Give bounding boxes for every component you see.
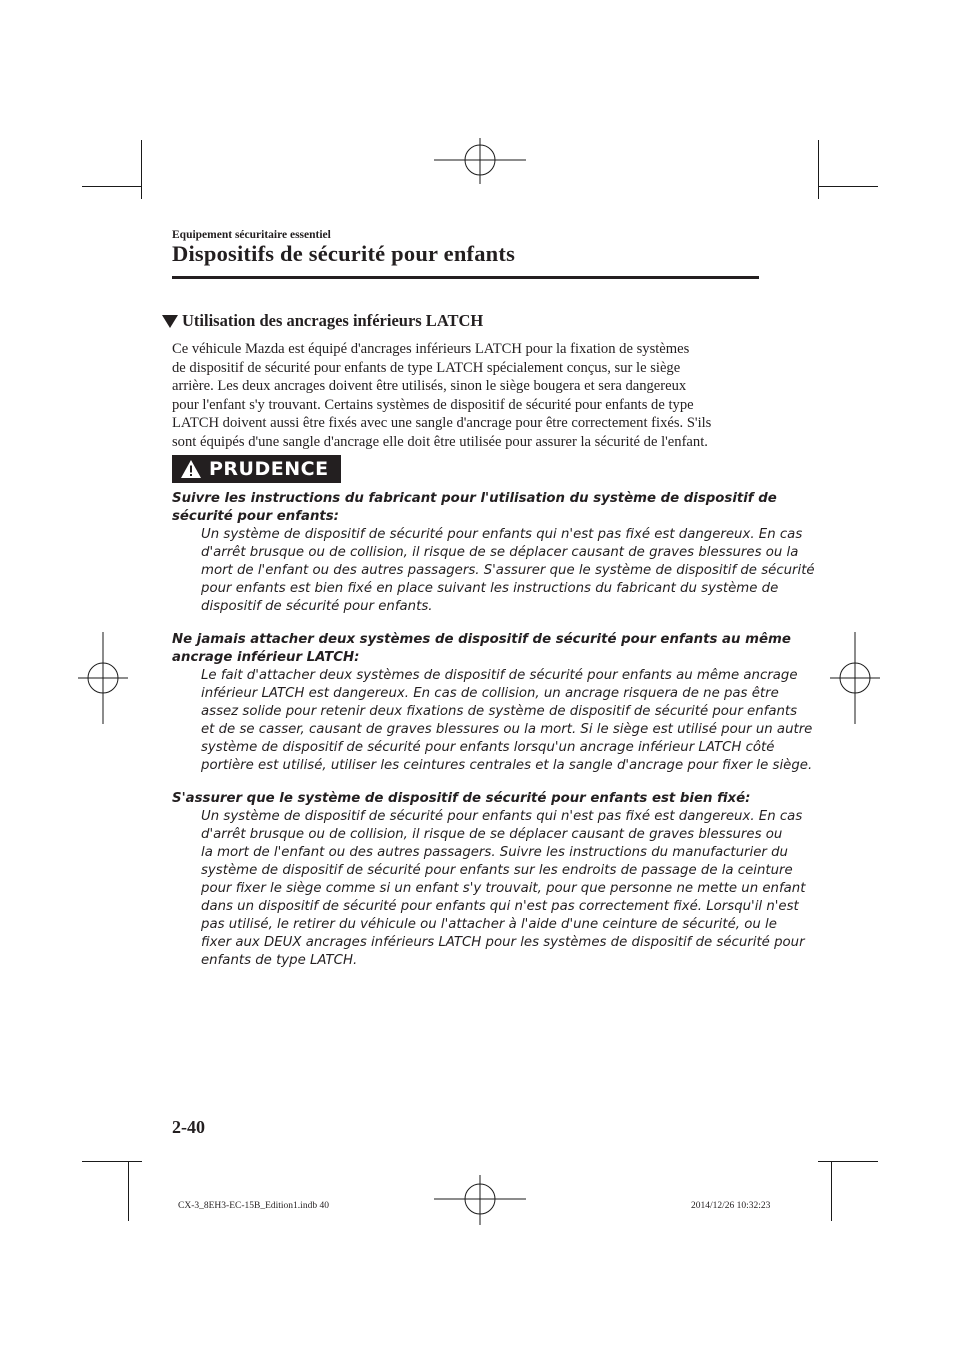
warning-heading: ancrage inférieur LATCH: bbox=[172, 650, 360, 665]
warning-block bbox=[172, 790, 806, 970]
section-label: Equipement sécuritaire essentiel bbox=[172, 229, 331, 241]
warning-body-line: pas utilisé, le retirer du véhicule ou l'attacher à l'aide d'une ceinture de sécurité, ou le bbox=[201, 917, 777, 932]
warning-body-line: et de se casser, causant de graves blessures ou la mort. Si le siège est utilisé pour un autre bbox=[201, 722, 813, 737]
warning-body-line: dispositif de sécurité pour enfants. bbox=[201, 599, 433, 614]
warning-block bbox=[172, 490, 815, 616]
intro-line: Ce véhicule Mazda est équipé d'ancrages inférieurs LATCH pour la fixation de systèmes bbox=[172, 341, 690, 357]
warning-body-line: mort de l'enfant ou des autres passagers. S'assurer que le système de dispositif de sécurité bbox=[201, 563, 815, 578]
intro-line: arrière. Les deux ancrages doivent être utilisés, sinon le siège bougera et sera dangereux bbox=[172, 378, 687, 394]
warning-heading: S'assurer que le système de dispositif de sécurité pour enfants est bien fixé: bbox=[172, 791, 751, 806]
footer-timestamp: 2014/12/26 10:32:23 bbox=[691, 1201, 771, 1211]
intro-paragraph bbox=[172, 340, 772, 451]
warning-body-line: dans un dispositif de sécurité pour enfants qui n'est pas correctement fixé. Lorsqu'il n'est bbox=[201, 899, 799, 914]
footer-file-info: CX-3_8EH3-EC-15B_Edition1.indb 40 bbox=[178, 1201, 329, 1211]
warning-body-line: la mort de l'enfant ou des autres passagers. Suivre les instructions du manufacturier du bbox=[201, 845, 788, 860]
registration-mark-top bbox=[434, 138, 526, 184]
title-divider bbox=[172, 276, 759, 279]
registration-mark-left bbox=[78, 632, 128, 724]
warning-body-line: d'arrêt brusque ou de collision, il risque de se déplacer causant de graves blessures ou la bbox=[201, 545, 799, 560]
intro-line: pour l'enfant s'y trouvant. Certains systèmes de dispositif de sécurité pour enfants de type bbox=[172, 396, 694, 413]
warning-body-line: système de dispositif de sécurité pour enfants lorsqu'un ancrage inférieur LATCH côté bbox=[201, 740, 775, 755]
warning-body-line: portière est utilisé, utiliser les ceintures centrales et la sangle d'ancrage pour fixer le siège. bbox=[201, 758, 813, 773]
warning-body-line: pour enfants est bien fixé en place suivant les instructions du fabricant du système de bbox=[201, 581, 779, 596]
triangle-bullet-icon bbox=[162, 315, 178, 328]
page-number: 2-40 bbox=[172, 1117, 205, 1137]
intro-line: LATCH doivent aussi être fixés avec une sangle d'ancrage pour être correctement fixés. S'ils bbox=[172, 415, 712, 431]
warning-heading: Suivre les instructions du fabricant pour l'utilisation du système de dispositif de bbox=[172, 491, 777, 506]
registration-mark-bottom bbox=[434, 1175, 526, 1225]
warning-body-line: inférieur LATCH est dangereux. En cas de collision, un ancrage risquera de ne pas être bbox=[201, 686, 779, 701]
subsection-heading-text: Utilisation des ancrages inférieurs LATCH bbox=[182, 311, 484, 330]
registration-mark-right bbox=[830, 632, 880, 724]
warning-body-line: pour fixer le siège comme si un enfant s'y trouvait, pour que personne ne mette un enfant bbox=[201, 881, 806, 896]
warning-body-line: fixer aux DEUX ancrages inférieurs LATCH pour les systèmes de dispositif de sécurité pour bbox=[201, 935, 805, 950]
warning-body-line: d'arrêt brusque ou de collision, il risque de se déplacer causant de graves blessures ou bbox=[201, 827, 783, 842]
subsection-heading bbox=[162, 311, 483, 331]
warning-heading: Ne jamais attacher deux systèmes de dispositif de sécurité pour enfants au même bbox=[172, 632, 791, 647]
warning-body-line: Le fait d'attacher deux systèmes de dispositif de sécurité pour enfants au même ancrage bbox=[201, 668, 798, 683]
warning-body-line: enfants de type LATCH. bbox=[201, 953, 358, 968]
warning-triangle-icon bbox=[180, 459, 202, 479]
warning-body-line: Un système de dispositif de sécurité pour enfants qui n'est pas fixé est dangereux. En cas bbox=[201, 809, 803, 824]
warning-block bbox=[172, 631, 813, 775]
warning-heading: sécurité pour enfants: bbox=[172, 509, 340, 524]
page-title: Dispositifs de sécurité pour enfants bbox=[172, 241, 516, 266]
warning-body-line: Un système de dispositif de sécurité pour enfants qui n'est pas fixé est dangereux. En cas bbox=[201, 527, 803, 542]
intro-line: sont équipés d'une sangle d'ancrage elle doit être utilisée pour assurer la sécurité de l'enfant. bbox=[172, 433, 708, 450]
caution-badge bbox=[172, 455, 341, 483]
caution-label: PRUDENCE bbox=[209, 458, 329, 480]
intro-line: de dispositif de sécurité pour enfants de type LATCH spécialement conçus, sur le siège bbox=[172, 359, 681, 376]
warning-body-line: système de dispositif de sécurité pour enfants sur les endroits de passage de la ceinture bbox=[201, 863, 793, 878]
warning-body-line: assez solide pour retenir deux fixations de système de dispositif de sécurité pour enfants bbox=[201, 704, 798, 719]
